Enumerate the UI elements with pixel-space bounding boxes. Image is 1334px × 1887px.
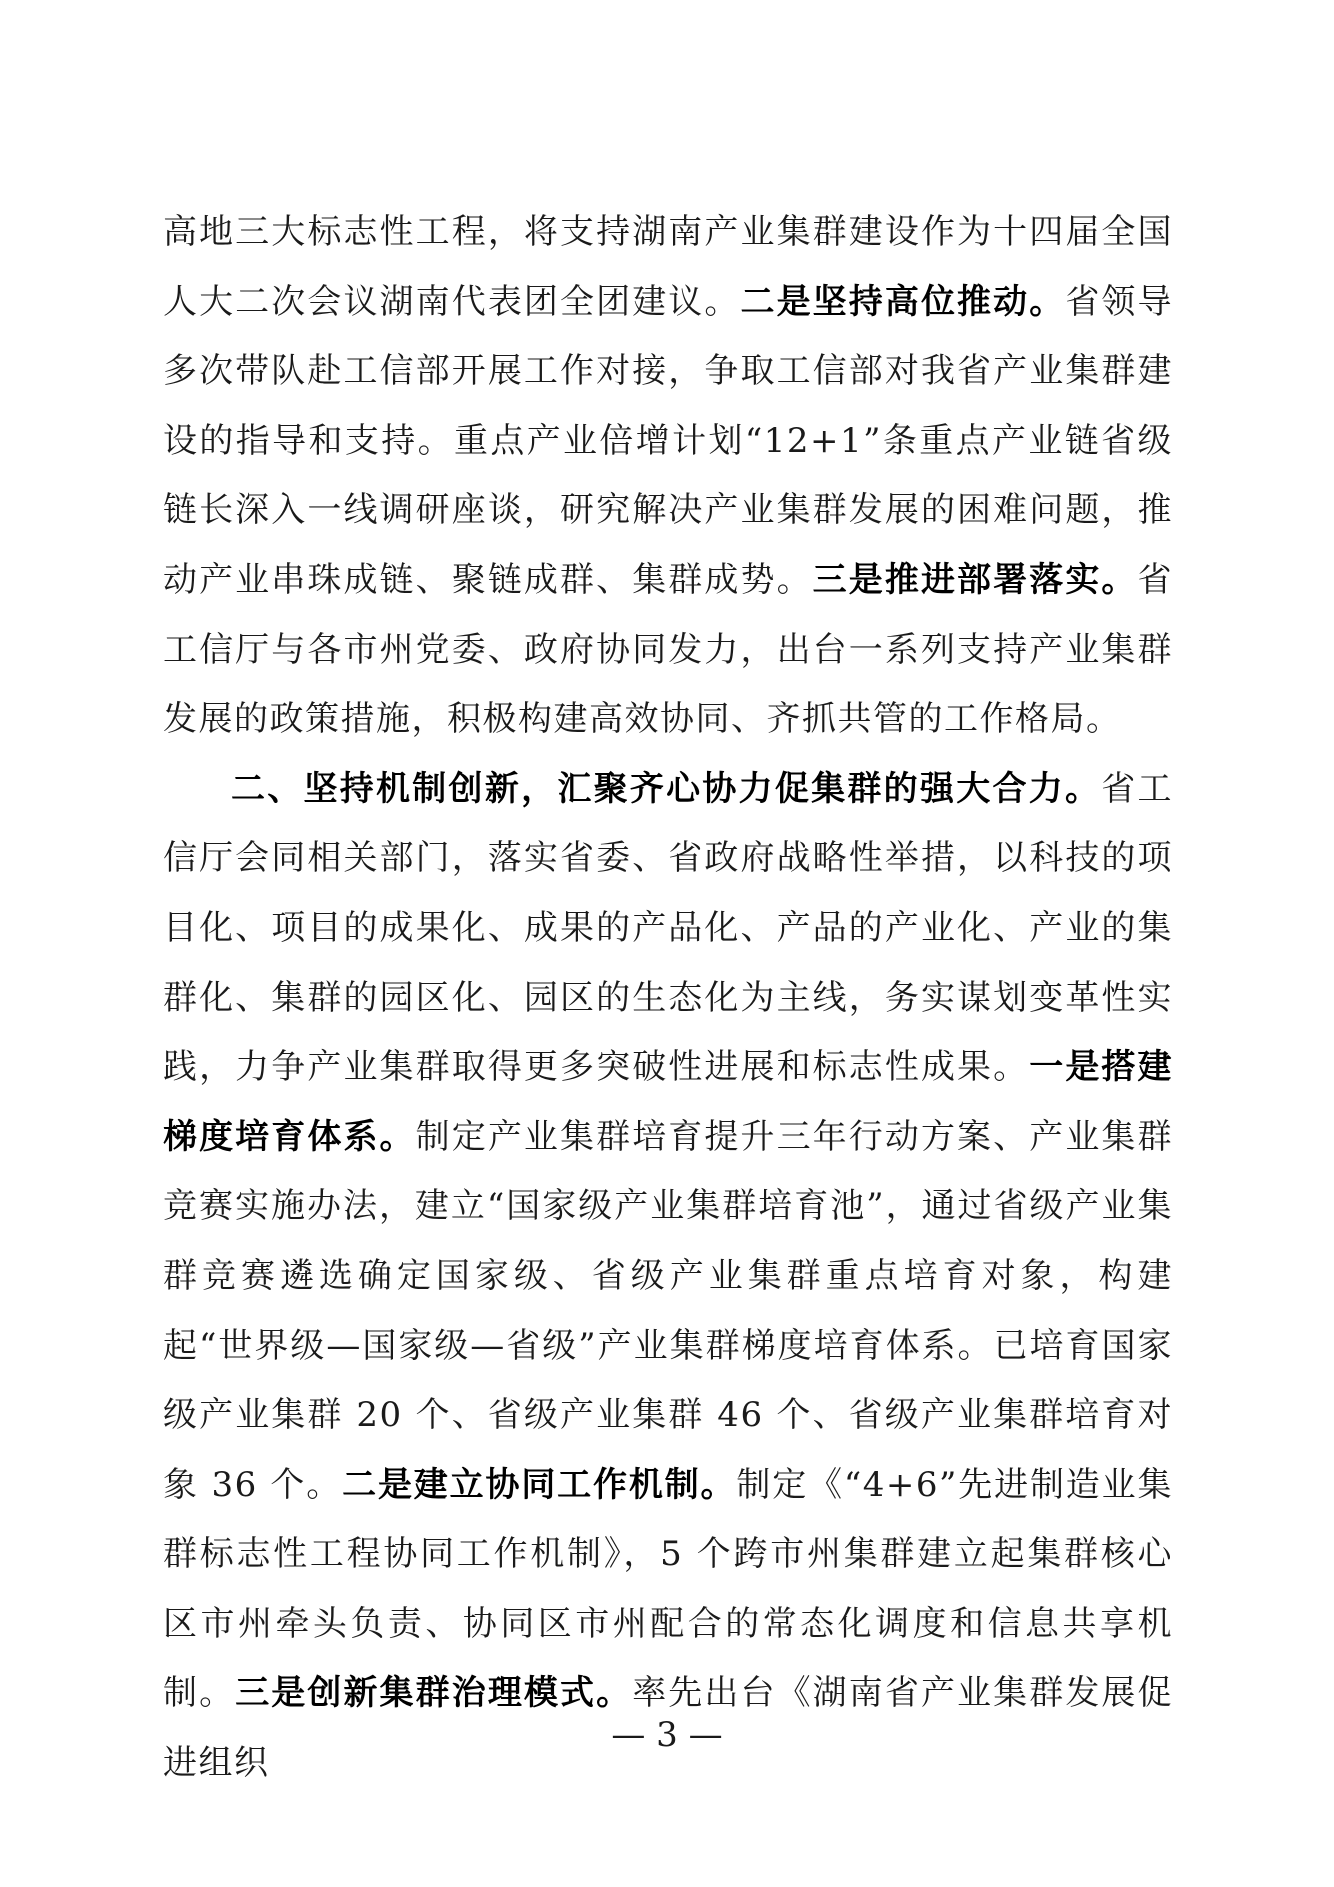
text-segment: 制定《“4+6”先进制造业集群标志性工程协同工作机制》，5 个跨市州集群建立起集群核心区市州牵头负责、协同区市州配合的常态化调度和信息共享机制。 — [163, 1464, 1173, 1714]
text-segment: 高地三大标志性工程，将支持湖南产业集群建设作为十四届全国人大二次会议湖南代表团全团建议。 — [163, 212, 1173, 322]
document-body — [163, 198, 1173, 1799]
text-segment: 制定产业集群培育提升三年行动方案、产业集群竞赛实施办法，建立“国家级产业集群培育池”，通过省级产业集群竞赛遴选确定国家级、省级产业集群重点培育对象，构建起“世界级—国家级—省级”产业集群梯度培育体系。已培育国家级产业集群 20 个、省级产业集群 46 个、省级产业集群培育对象 36 个。 — [163, 1116, 1174, 1505]
text-segment: 省工信厅会同相关部门，落实省委、省政府战略性举措，以科技的项目化、项目的成果化、成果的产品化、产品的产业化、产业的集群化、集群的园区化、园区的生态化为主线，务实谋划变革性实践，力争产业集群取得更多突破性进展和标志性成果。 — [163, 768, 1174, 1088]
bold-heading-segment: 二是坚持高位推动。 — [740, 281, 1066, 322]
text-segment: 率先出台《湖南省产业集群发展促进组织 — [163, 1673, 1174, 1784]
bold-heading-segment: 二是建立协同工作机制。 — [342, 1464, 737, 1505]
paragraph-1 — [163, 198, 1173, 755]
bold-heading-segment: 三是创新集群治理模式。 — [235, 1673, 633, 1714]
page-number: — 3 — — [611, 1715, 723, 1755]
text-segment: 省领导多次带队赴工信部开展工作对接，争取工信部对我省产业集群建设的指导和支持。重点产业倍增计划“12+1”条重点产业链省级链长深入一线调研座谈，研究解决产业集群发展的困难问题，推动产业串珠成链、聚链成群、集群成势。 — [163, 281, 1174, 600]
paragraph-2 — [163, 755, 1173, 1799]
bold-heading-segment: 三是推进部署落实。 — [812, 559, 1138, 600]
section-heading: 二、坚持机制创新，汇聚齐心协力促集群的强大合力。 — [231, 768, 1102, 809]
bold-heading-segment: 一是搭建梯度培育体系。 — [163, 1047, 1174, 1157]
text-segment: 省工信厅与各市州党委、政府协同发力，出台一系列支持产业集群发展的政策措施，积极构建高效协同、齐抓共管的工作格局。 — [163, 559, 1174, 740]
